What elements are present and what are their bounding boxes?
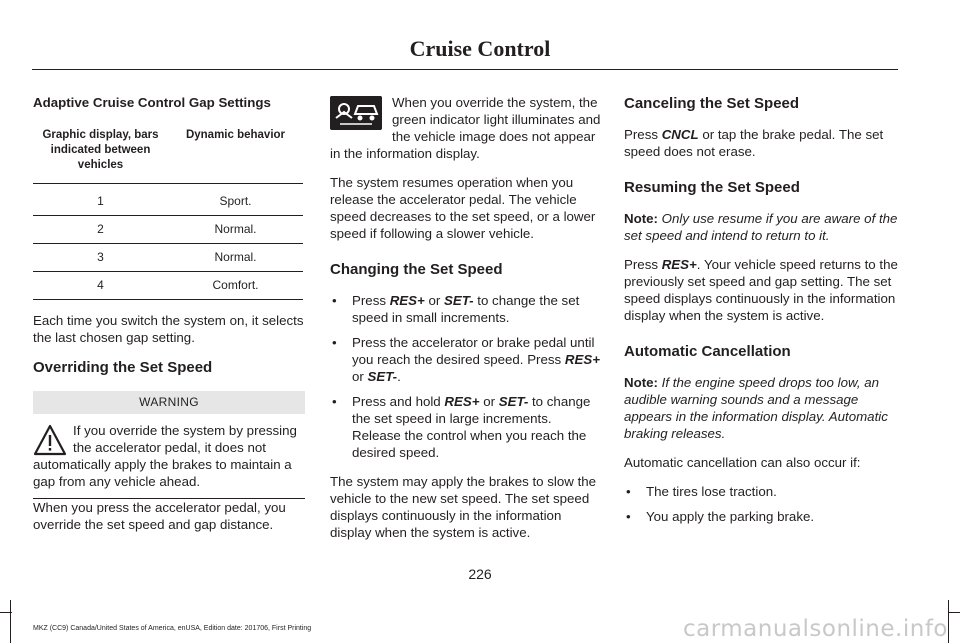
note-text: Only use resume if you are aware of the set speed and intend to return to it. xyxy=(624,211,898,243)
list-item xyxy=(624,483,899,500)
bullet-text: or xyxy=(424,293,445,308)
table-row xyxy=(33,216,303,244)
column-left xyxy=(33,94,305,545)
bullet-text: to change the set speed in large increments. Release the control when you reach the desired speed. xyxy=(352,394,591,460)
indicator-text: When you override the system, the green indicator light illuminates and the vehicle image does not appear in the information display. xyxy=(330,95,601,161)
table-header-behavior: Dynamic behavior xyxy=(185,129,286,141)
list-item xyxy=(624,508,899,525)
gap-settings-heading: Adaptive Cruise Control Gap Settings xyxy=(33,95,271,110)
note-label: Note: xyxy=(624,375,658,390)
table-row xyxy=(33,272,303,300)
page-number: 226 xyxy=(468,566,492,582)
cancel-text: or tap the brake pedal. The set speed does not erase. xyxy=(624,127,884,159)
list-item xyxy=(330,334,602,385)
bullet-text: Press xyxy=(352,293,390,308)
table-row xyxy=(33,244,303,272)
res-plus-key: RES+ xyxy=(389,293,425,308)
table-header-bars: Graphic display, bars indicated between vehicles xyxy=(42,129,159,171)
res-plus-key: RES+ xyxy=(444,394,480,409)
override-text: When you press the accelerator pedal, you override the set speed and gap distance. xyxy=(33,500,286,532)
table-cell-behavior: Normal. xyxy=(168,244,303,272)
warning-text: If you override the system by pressing the accelerator pedal, it does not automatically apply the brakes to maintain a gap from any vehicle ahead. xyxy=(33,423,297,489)
watermark: carmanualsonline.info xyxy=(682,616,948,642)
bullet-text: or xyxy=(479,394,499,409)
res-plus-key: RES+ xyxy=(564,352,600,367)
table-cell-behavior: Sport. xyxy=(168,184,303,216)
bullet-text: Press and hold xyxy=(352,394,445,409)
bullet-text: or xyxy=(352,369,368,384)
table-cell-behavior: Comfort. xyxy=(168,272,303,300)
bullet-glyph: • xyxy=(332,335,337,350)
gap-setting-note: Each time you switch the system on, it selects the last chosen gap setting. xyxy=(33,313,304,345)
table-cell-bars: 2 xyxy=(33,216,168,244)
bullet-text: to change the set speed in small increments. xyxy=(352,293,580,325)
set-minus-key: SET- xyxy=(367,369,398,384)
crop-mark xyxy=(948,600,949,643)
bullet-text: You apply the parking brake. xyxy=(646,509,815,524)
resume-text: . Your vehicle speed returns to the previously set speed and gap setting. The set speed displays continuously in the information display when the system is active. xyxy=(624,257,898,323)
note-label: Note: xyxy=(624,211,658,226)
list-item xyxy=(330,393,602,461)
canceling-heading: Canceling the Set Speed xyxy=(624,95,800,112)
brakes-text: The system may apply the brakes to slow the vehicle to the new set speed. The set speed displays continuously in the information display when the system is active. xyxy=(330,474,597,540)
crop-mark xyxy=(0,612,12,613)
gap-settings-table xyxy=(33,125,303,300)
crop-mark xyxy=(10,600,11,643)
warning-box xyxy=(33,391,305,499)
cncl-key: CNCL xyxy=(661,127,699,142)
warning-label: WARNING xyxy=(33,391,305,414)
also-occur-text: Automatic cancellation can also occur if: xyxy=(624,455,861,470)
cancel-text: Press xyxy=(624,127,662,142)
bullet-glyph: • xyxy=(332,293,337,308)
res-plus-key: RES+ xyxy=(661,257,697,272)
auto-cancel-list xyxy=(624,483,899,525)
bullet-text: The tires lose traction. xyxy=(646,484,777,499)
note-text: If the engine speed drops too low, an audible warning sounds and a message appears in the information display. Automatic braking releases. xyxy=(624,375,888,441)
cancel-paragraph xyxy=(624,126,899,160)
bullet-glyph: • xyxy=(626,509,631,524)
indicator-paragraph xyxy=(330,94,602,162)
table-cell-bars: 3 xyxy=(33,244,168,272)
header-divider xyxy=(32,69,898,70)
bullet-text: . xyxy=(397,369,401,384)
column-middle xyxy=(330,94,602,553)
column-right xyxy=(624,94,899,537)
changing-speed-heading: Changing the Set Speed xyxy=(330,261,503,278)
table-row xyxy=(33,184,303,216)
resume-operation-text: The system resumes operation when you release the accelerator pedal. The vehicle speed decreases to the set speed, or a lower speed if following a slower vehicle. xyxy=(330,175,596,241)
warning-body xyxy=(33,414,305,499)
changing-speed-list xyxy=(330,292,602,461)
resume-paragraph xyxy=(624,256,899,324)
table-cell-bars: 4 xyxy=(33,272,168,300)
footer-edition-text: MKZ (CC9) Canada/United States of America, enUSA, Edition date: 201706, First Printing xyxy=(33,625,312,632)
adaptive-cruise-indicator-icon xyxy=(330,96,382,130)
set-minus-key: SET- xyxy=(498,394,529,409)
bullet-text: Press the accelerator or brake pedal until you reach the desired speed. Press xyxy=(352,335,595,367)
list-item xyxy=(330,292,602,326)
warning-triangle-icon xyxy=(33,424,67,456)
table-cell-bars: 1 xyxy=(33,184,168,216)
note-auto-cancel xyxy=(624,374,899,442)
auto-cancel-heading: Automatic Cancellation xyxy=(624,343,791,360)
crop-mark xyxy=(948,612,960,613)
bullet-glyph: • xyxy=(332,394,337,409)
page-title: Cruise Control xyxy=(409,36,551,61)
set-minus-key: SET- xyxy=(444,293,474,308)
overriding-heading: Overriding the Set Speed xyxy=(33,359,213,376)
resuming-heading: Resuming the Set Speed xyxy=(624,179,800,196)
note-resume xyxy=(624,210,899,244)
table-cell-behavior: Normal. xyxy=(168,216,303,244)
resume-text: Press xyxy=(624,257,662,272)
bullet-glyph: • xyxy=(626,484,631,499)
